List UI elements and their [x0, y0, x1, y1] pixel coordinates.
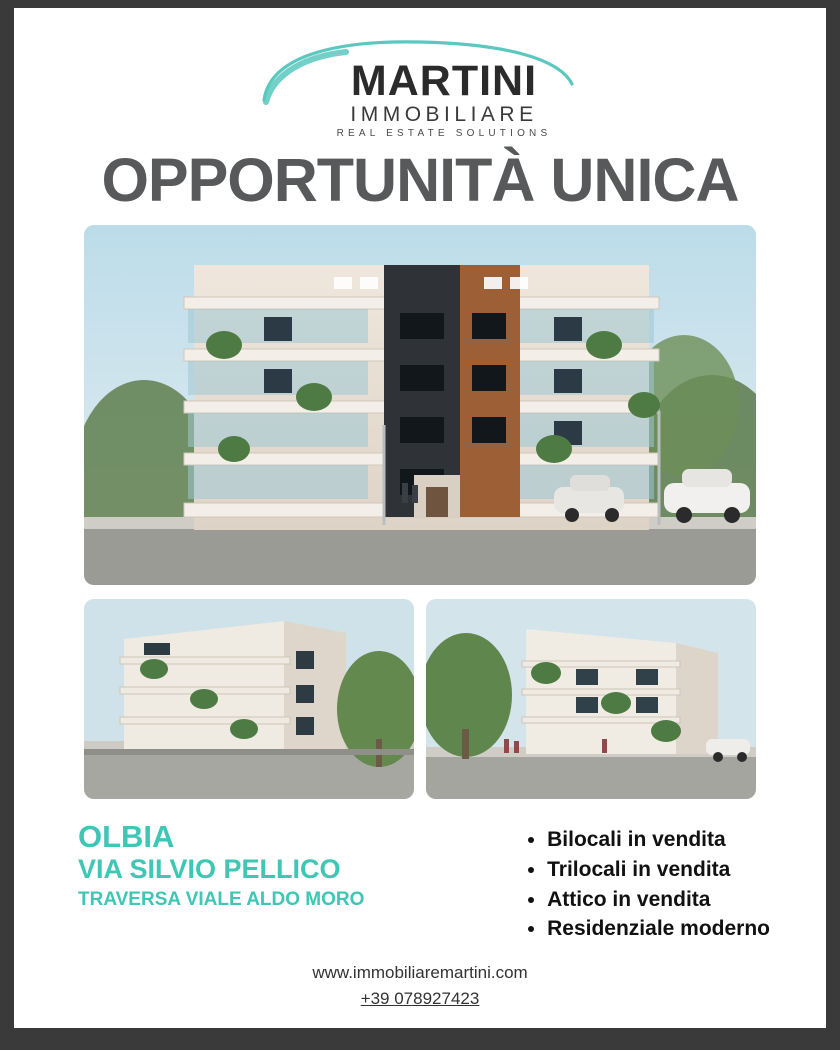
info-row	[70, 821, 770, 944]
list-item: • Residenziale moderno	[547, 914, 770, 944]
address-cross-street: TRAVERSA VIALE ALDO MORO	[78, 888, 365, 910]
company-logo	[260, 34, 580, 144]
logo-company-name: MARTINI	[350, 57, 538, 105]
hero-render-illustration	[84, 225, 756, 585]
thumbnail-right	[426, 599, 756, 799]
page-title: OPPORTUNITÀ UNICA	[101, 146, 739, 214]
phone-number[interactable]: +39 078927423	[360, 988, 480, 1008]
secondary-images-row	[84, 599, 756, 799]
list-item: • Attico in vendita	[547, 885, 770, 915]
address-street: VIA SILVIO PELLICO	[78, 853, 341, 884]
list-item: • Bilocali in vendita	[547, 825, 770, 855]
hero-image	[84, 225, 756, 585]
logo-tagline: REAL ESTATE SOLUTIONS	[336, 128, 552, 139]
website-link[interactable]: www.immobiliaremartini.com	[312, 963, 528, 983]
corner-render-illustration	[426, 599, 756, 799]
flyer-page	[14, 8, 826, 1028]
address-city: OLBIA	[78, 819, 175, 854]
side-render-illustration	[84, 599, 414, 799]
thumbnail-left	[84, 599, 414, 799]
logo-block	[14, 8, 826, 144]
contacts-block	[14, 960, 826, 1011]
logo-subtitle: IMMOBILIARE	[350, 103, 538, 126]
features-list	[519, 825, 770, 944]
list-item: • Trilocali in vendita	[547, 855, 770, 885]
address-block	[70, 821, 364, 944]
